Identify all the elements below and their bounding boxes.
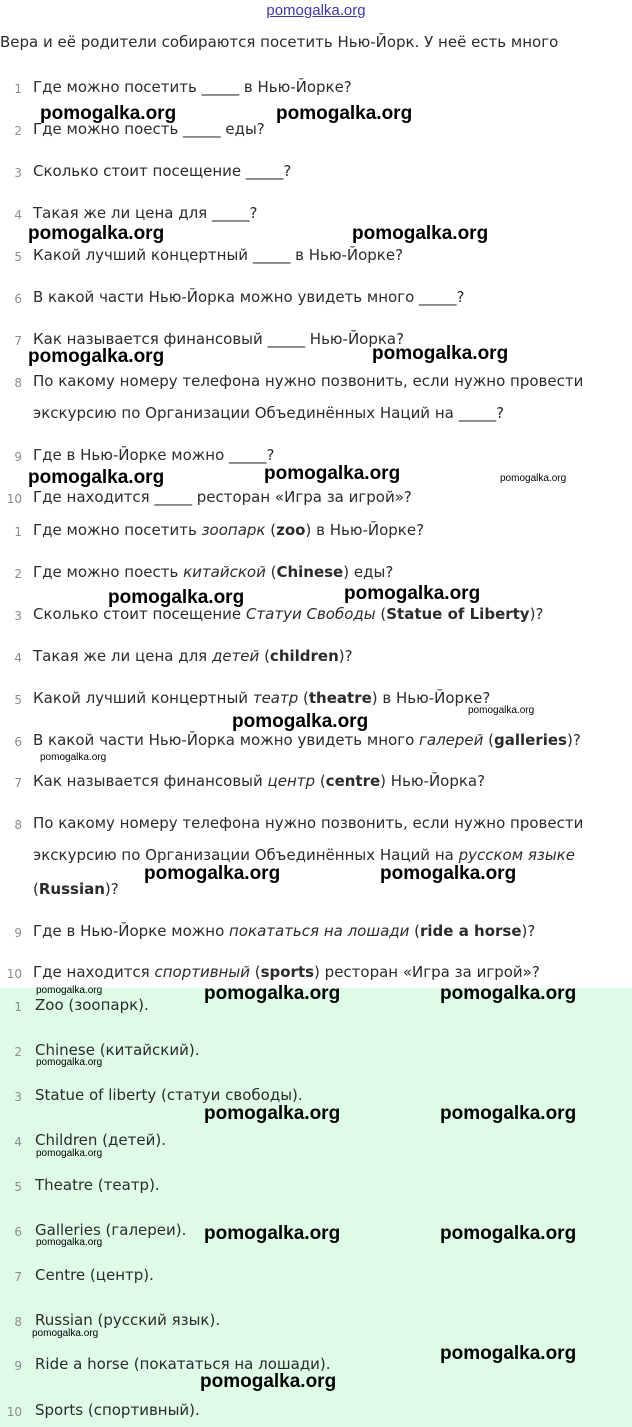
- question-text: Как называется финансовый _____ Нью-Йорка?: [33, 330, 405, 348]
- answer-row: [0, 1266, 632, 1292]
- answer-en: galleries: [494, 731, 567, 749]
- watermark: pomogalka.org: [32, 1328, 99, 1339]
- answer-text: Zoo (зоопарк).: [35, 996, 149, 1014]
- watermark: pomogalka.org: [440, 983, 577, 1004]
- answer-number: 2: [14, 1045, 22, 1059]
- answer-text: Galleries (галереи).: [35, 1221, 187, 1239]
- question-number: 6: [14, 735, 22, 749]
- filled-question-text-line3: (Russian)?: [33, 880, 119, 898]
- watermark: pomogalka.org: [440, 1103, 577, 1124]
- filled-question-row: [0, 814, 632, 840]
- watermark: pomogalka.org: [344, 583, 481, 604]
- watermark: pomogalka.org: [40, 103, 177, 124]
- answer-ru: китайской: [183, 563, 266, 581]
- filled-question-text: Сколько стоит посещение Статуи Свободы (Statue of Liberty)?: [33, 605, 544, 623]
- watermark: pomogalka.org: [204, 983, 341, 1004]
- question-text-line2: экскурсию по Организации Объединённых Наций на _____?: [33, 404, 505, 422]
- answer-text: Sports (спортивный).: [35, 1401, 200, 1419]
- question-number: 10: [6, 492, 22, 506]
- question-text: Где находится _____ ресторан «Игра за игрой»?: [33, 488, 412, 506]
- watermark: pomogalka.org: [204, 1103, 341, 1124]
- filled-question-text: По какому номеру телефона нужно позвонить, если нужно провести: [33, 814, 584, 832]
- watermark: pomogalka.org: [468, 705, 535, 716]
- filled-question-row: [0, 605, 632, 631]
- answer-text: Theatre (театр).: [35, 1176, 160, 1194]
- question-text: Такая же ли цена для _____?: [33, 204, 258, 222]
- watermark: pomogalka.org: [40, 752, 107, 763]
- watermark: pomogalka.org: [372, 343, 509, 364]
- question-number: 5: [14, 693, 22, 707]
- question-number: 4: [14, 651, 22, 665]
- question-number: 8: [14, 376, 22, 390]
- watermark: pomogalka.org: [232, 711, 369, 732]
- answer-row: [0, 1401, 632, 1427]
- answer-ru: центр: [267, 772, 316, 790]
- filled-question-text: Как называется финансовый центр (centre) Нью-Йорка?: [33, 772, 486, 790]
- watermark: pomogalka.org: [264, 463, 401, 484]
- question-row: [0, 372, 632, 398]
- question-number: 7: [14, 776, 22, 790]
- watermark: pomogalka.org: [440, 1223, 577, 1244]
- answer-en: sports: [260, 963, 315, 981]
- question-row-continued: [0, 404, 632, 430]
- answer-en: ride a horse: [420, 922, 522, 940]
- answer-en: Chinese: [276, 563, 344, 581]
- question-text: Сколько стоит посещение _____?: [33, 162, 292, 180]
- question-number: 1: [14, 525, 22, 539]
- answer-ru: русском языке: [458, 846, 575, 864]
- answer-text: Chinese (китайский).: [35, 1041, 200, 1059]
- answer-text: Statue of liberty (статуи свободы).: [35, 1086, 303, 1104]
- answer-ru: спортивный: [154, 963, 250, 981]
- filled-question-text: Где находится спортивный (sports) ресторан «Игра за игрой»?: [33, 963, 540, 981]
- watermark: pomogalka.org: [36, 1057, 103, 1068]
- answer-en: Russian: [38, 880, 105, 898]
- filled-question-text: Такая же ли цена для детей (children)?: [33, 647, 353, 665]
- answer-number: 10: [6, 1405, 22, 1419]
- watermark: pomogalka.org: [144, 863, 281, 884]
- filled-question-text: Какой лучший концертный театр (theatre) в Нью-Йорке?: [33, 689, 491, 707]
- filled-question-row-continued: [0, 846, 632, 872]
- answer-text: Ride a horse (покататься на лошади).: [35, 1355, 331, 1373]
- question-number: 7: [14, 334, 22, 348]
- question-row: [0, 162, 632, 188]
- question-number: 4: [14, 208, 22, 222]
- watermark: pomogalka.org: [28, 467, 165, 488]
- watermark: pomogalka.org: [352, 223, 489, 244]
- question-row: [0, 246, 632, 272]
- question-text: Где можно посетить _____ в Нью-Йорке?: [33, 78, 352, 96]
- question-number: 2: [14, 567, 22, 581]
- question-number: 5: [14, 250, 22, 264]
- filled-question-row-continued: [0, 880, 632, 906]
- answer-ru: Статуи Свободы: [245, 605, 376, 623]
- question-number: 10: [6, 967, 22, 981]
- answer-number: 1: [14, 1000, 22, 1014]
- question-row: [0, 488, 632, 514]
- filled-question-row: [0, 772, 632, 798]
- answer-ru: галерей: [419, 731, 484, 749]
- answer-number: 3: [14, 1090, 22, 1104]
- question-number: 2: [14, 124, 22, 138]
- watermark: pomogalka.org: [200, 1371, 337, 1392]
- question-text: По какому номеру телефона нужно позвонить, если нужно провести: [33, 372, 584, 390]
- watermark: pomogalka.org: [440, 1343, 577, 1364]
- watermark: pomogalka.org: [108, 587, 245, 608]
- filled-question-text: В какой части Нью-Йорка можно увидеть много галерей (galleries)?: [33, 731, 581, 749]
- answer-ru: покататься на лошади: [229, 922, 410, 940]
- question-text: Какой лучший концертный _____ в Нью-Йорке?: [33, 246, 404, 264]
- question-number: 1: [14, 82, 22, 96]
- answer-en: zoo: [276, 521, 306, 539]
- filled-question-text: Где можно посетить зоопарк (zoo) в Нью-Йорке?: [33, 521, 425, 539]
- question-number: 6: [14, 292, 22, 306]
- question-number: 8: [14, 818, 22, 832]
- answer-text: Centre (центр).: [35, 1266, 154, 1284]
- answer-number: 7: [14, 1270, 22, 1284]
- answer-en: children: [269, 647, 339, 665]
- watermark: pomogalka.org: [36, 985, 103, 996]
- question-row: [0, 288, 632, 314]
- site-link[interactable]: pomogalka.org: [266, 2, 366, 19]
- question-text: Где можно поесть _____ еды?: [33, 120, 265, 138]
- filled-question-row: [0, 521, 632, 547]
- answer-ru: зоопарк: [201, 521, 266, 539]
- answer-number: 4: [14, 1135, 22, 1149]
- question-number: 9: [14, 926, 22, 940]
- watermark: pomogalka.org: [204, 1223, 341, 1244]
- question-text: В какой части Нью-Йорка можно увидеть много _____?: [33, 288, 465, 306]
- watermark: pomogalka.org: [500, 473, 567, 484]
- question-number: 9: [14, 450, 22, 464]
- question-number: 3: [14, 609, 22, 623]
- answer-number: 6: [14, 1225, 22, 1239]
- filled-question-text: Где можно поесть китайской (Chinese) еды?: [33, 563, 394, 581]
- answer-en: centre: [325, 772, 381, 790]
- watermark: pomogalka.org: [276, 103, 413, 124]
- question-number: 3: [14, 166, 22, 180]
- answer-ru: театр: [252, 689, 299, 707]
- question-text: Где в Нью-Йорке можно _____?: [33, 446, 275, 464]
- watermark: pomogalka.org: [28, 223, 165, 244]
- filled-question-text: Где в Нью-Йорке можно покататься на лошади (ride a horse)?: [33, 922, 536, 940]
- watermark: pomogalka.org: [36, 1148, 103, 1159]
- answer-en: Statue of Liberty: [386, 605, 530, 623]
- answer-number: 8: [14, 1315, 22, 1329]
- watermark: pomogalka.org: [380, 863, 517, 884]
- filled-question-row: [0, 647, 632, 673]
- filled-question-row: [0, 922, 632, 948]
- filled-question-text-line2: экскурсию по Организации Объединённых Наций на русском языке: [33, 846, 575, 864]
- watermark: pomogalka.org: [28, 346, 165, 367]
- answer-text: Children (детей).: [35, 1131, 166, 1149]
- cut-text-fragment: [330, 64, 410, 68]
- watermark: pomogalka.org: [36, 1237, 103, 1248]
- question-row: [0, 78, 632, 104]
- answer-text: Russian (русский язык).: [35, 1311, 221, 1329]
- answer-number: 9: [14, 1359, 22, 1373]
- answer-en: theatre: [308, 689, 372, 707]
- answer-number: 5: [14, 1180, 22, 1194]
- answer-ru: детей: [211, 647, 260, 665]
- filled-question-row: [0, 563, 632, 589]
- answer-row: [0, 1176, 632, 1202]
- intro-text: Вера и её родители собираются посетить Нью-Йорк. У неё есть много: [0, 33, 559, 51]
